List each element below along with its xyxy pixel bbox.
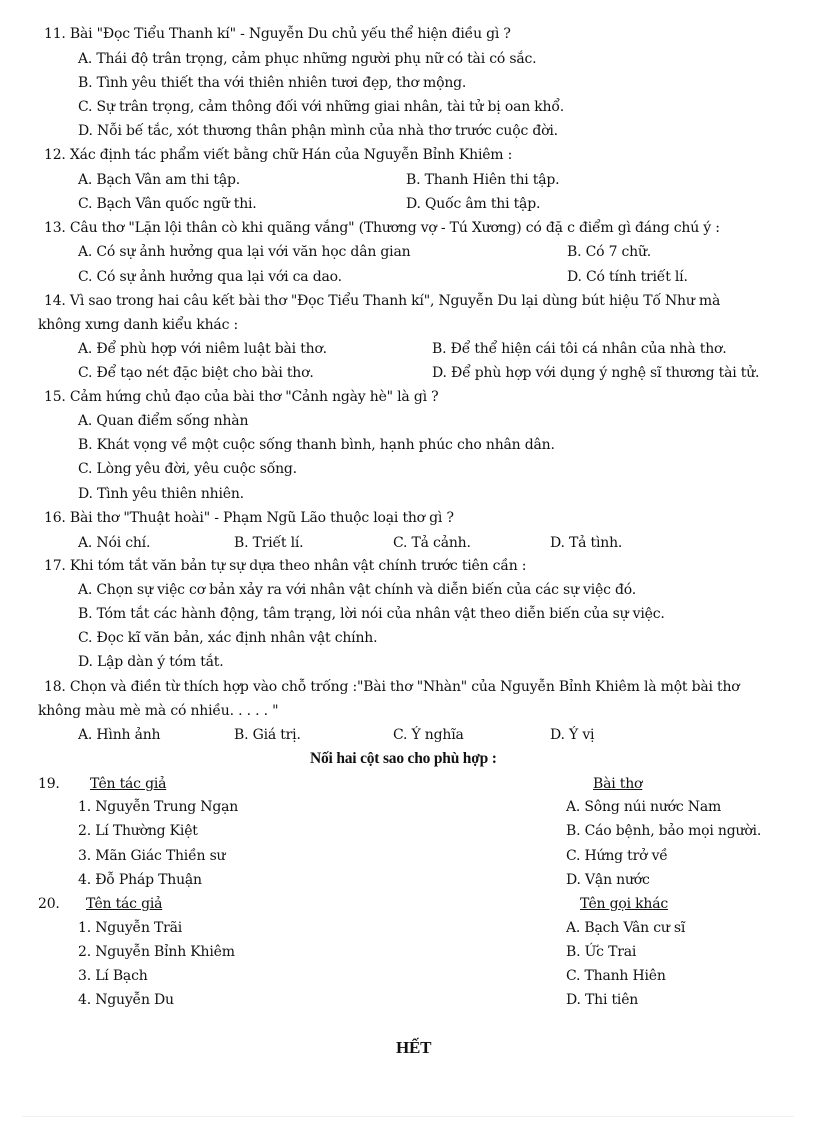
question-18-option-d: D. Ý vị <box>550 727 595 743</box>
question-19-left-item-2: 2. Lí Thường Kiệt <box>78 823 198 839</box>
question-13-option-b: B. Có 7 chữ. <box>567 244 652 260</box>
question-19-right-item-c: C. Hứng trở về <box>566 848 668 864</box>
question-12-stem: 12. Xác định tác phẩm viết bằng chữ Hán của Nguyễn Bỉnh Khiêm : <box>44 147 513 163</box>
question-14-option-b: B. Để thể hiện cái tôi cá nhân của nhà thơ. <box>432 341 727 357</box>
end-marker: HẾT <box>396 1038 432 1057</box>
question-19-right-header: Bài thơ <box>593 776 643 792</box>
question-11-option-a: A. Thái độ trân trọng, cảm phục những người phụ nữ có tài có sắc. <box>78 51 537 67</box>
question-19-right-item-a: A. Sông núi nước Nam <box>566 799 722 815</box>
question-14-option-a: A. Để phù hợp với niêm luật bài thơ. <box>78 341 327 357</box>
question-20-left-header: Tên tác giả <box>86 896 163 912</box>
question-19-right-item-d: D. Vận nước <box>566 872 650 888</box>
question-20-right-item-a: A. Bạch Vân cư sĩ <box>566 920 686 936</box>
question-13-option-d: D. Có tính triết lí. <box>567 269 688 285</box>
question-15-option-a: A. Quan điểm sống nhàn <box>78 413 249 429</box>
question-16-option-b: B. Triết lí. <box>234 535 304 551</box>
question-11-option-d: D. Nỗi bế tắc, xót thương thân phận mình của nhà thơ trước cuộc đời. <box>78 123 558 139</box>
question-15-option-d: D. Tình yêu thiên nhiên. <box>78 486 244 502</box>
page-bottom-divider <box>22 1116 794 1117</box>
question-11-option-c: C. Sự trân trọng, cảm thông đối với những giai nhân, tài tử bị oan khổ. <box>78 99 564 115</box>
question-20-right-item-b: B. Ức Trai <box>566 944 637 960</box>
question-19-right-item-b: B. Cáo bệnh, bảo mọi người. <box>566 823 762 839</box>
question-14-option-c: C. Để tạo nét đặc biệt cho bài thơ. <box>78 365 314 381</box>
question-19-left-item-3: 3. Mãn Giác Thiền sư <box>78 848 226 864</box>
question-12-option-a: A. Bạch Vân am thi tập. <box>78 172 241 188</box>
question-17-stem: 17. Khi tóm tắt văn bản tự sự dựa theo nhân vật chính trước tiên cần : <box>44 558 527 574</box>
question-12-option-d: D. Quốc âm thi tập. <box>406 196 541 212</box>
question-18-stem-line-2: không màu mè mà có nhiều. . . . . " <box>38 703 279 719</box>
question-16-option-d: D. Tả tình. <box>550 535 623 551</box>
question-16-option-c: C. Tả cảnh. <box>393 535 471 551</box>
question-17-option-a: A. Chọn sự việc cơ bản xảy ra với nhân vật chính và diễn biến của các sự việc đó. <box>78 582 636 598</box>
question-20-right-header: Tên gọi khác <box>580 896 669 912</box>
question-20-number: 20. <box>38 896 60 912</box>
question-20-left-item-1: 1. Nguyễn Trãi <box>78 920 183 936</box>
question-13-option-c: C. Có sự ảnh hưởng qua lại với ca dao. <box>78 269 342 285</box>
matching-section-title: Nối hai cột sao cho phù hợp : <box>310 750 497 767</box>
question-11-stem: 11. Bài "Đọc Tiểu Thanh kí" - Nguyễn Du chủ yếu thể hiện điều gì ? <box>44 26 511 42</box>
question-15-option-b: B. Khát vọng về một cuộc sống thanh bình, hạnh phúc cho nhân dân. <box>78 437 555 453</box>
question-17-option-d: D. Lập dàn ý tóm tắt. <box>78 654 224 670</box>
question-20-left-item-4: 4. Nguyễn Du <box>78 992 174 1008</box>
question-17-option-b: B. Tóm tắt các hành động, tâm trạng, lời nói của nhân vật theo diễn biến của sự việc. <box>78 606 665 622</box>
question-19-left-header: Tên tác giả <box>90 776 167 792</box>
question-19-number: 19. <box>38 776 60 792</box>
question-17-option-c: C. Đọc kĩ văn bản, xác định nhân vật chính. <box>78 630 378 646</box>
question-13-stem: 13. Câu thơ "Lặn lội thân cò khi quãng vắng" (Thương vợ - Tú Xương) có đặ c điểm gì đáng chú ý : <box>44 220 720 236</box>
question-19-left-item-4: 4. Đỗ Pháp Thuận <box>78 872 202 888</box>
question-20-left-item-2: 2. Nguyễn Bỉnh Khiêm <box>78 944 235 960</box>
question-11-option-b: B. Tình yêu thiết tha với thiên nhiên tươi đẹp, thơ mộng. <box>78 75 467 91</box>
question-14-stem-line-2: không xưng danh kiểu khác : <box>38 317 238 333</box>
question-20-right-item-d: D. Thi tiên <box>566 992 639 1008</box>
question-14-stem-line-1: 14. Vì sao trong hai câu kết bài thơ "Đọc Tiểu Thanh kí", Nguyễn Du lại dùng bút hiệu Tố Như mà <box>44 293 721 309</box>
question-12-option-b: B. Thanh Hiên thi tập. <box>406 172 560 188</box>
question-18-option-b: B. Giá trị. <box>234 727 301 743</box>
question-18-option-c: C. Ý nghĩa <box>393 727 464 743</box>
question-15-stem: 15. Cảm hứng chủ đạo của bài thơ "Cảnh ngày hè" là gì ? <box>44 389 439 405</box>
question-19-left-item-1: 1. Nguyễn Trung Ngạn <box>78 799 239 815</box>
question-12-option-c: C. Bạch Vân quốc ngữ thi. <box>78 196 257 212</box>
question-13-option-a: A. Có sự ảnh hưởng qua lại với văn học dân gian <box>78 244 411 260</box>
question-18-stem-line-1: 18. Chọn và điền từ thích hợp vào chỗ trống :"Bài thơ "Nhàn" của Nguyễn Bỉnh Khiêm là một bài thơ <box>44 679 740 695</box>
question-16-option-a: A. Nói chí. <box>78 535 151 551</box>
question-18-option-a: A. Hình ảnh <box>78 727 161 743</box>
question-20-left-item-3: 3. Lí Bạch <box>78 968 148 984</box>
question-20-right-item-c: C. Thanh Hiên <box>566 968 666 984</box>
question-15-option-c: C. Lòng yêu đời, yêu cuộc sống. <box>78 461 297 477</box>
question-16-stem: 16. Bài thơ "Thuật hoài" - Phạm Ngũ Lão thuộc loại thơ gì ? <box>44 510 454 526</box>
question-14-option-d: D. Để phù hợp với dụng ý nghệ sĩ thương tài tử. <box>432 365 760 381</box>
